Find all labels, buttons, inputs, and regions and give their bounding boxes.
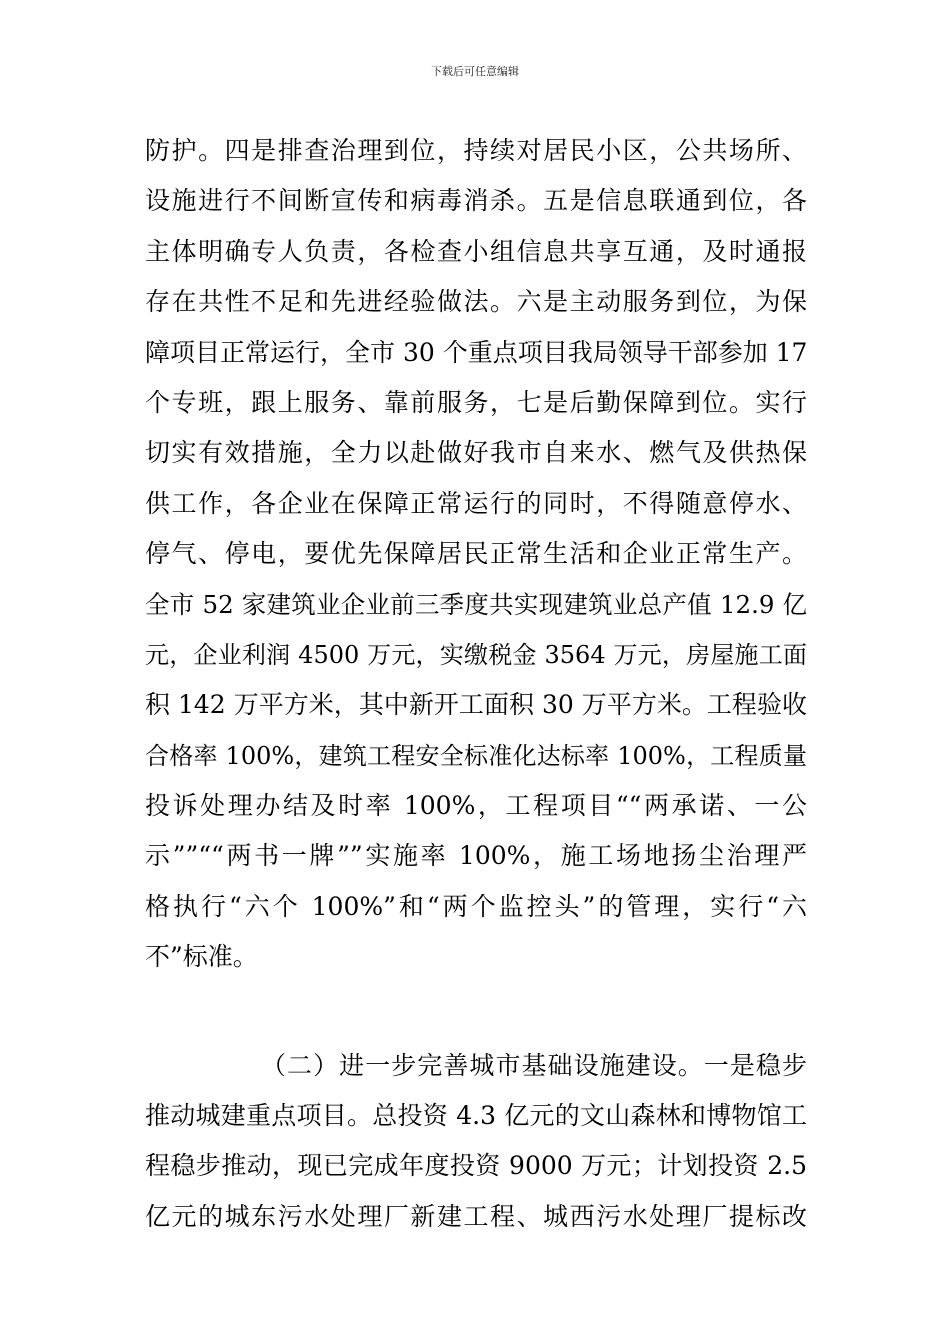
text-line: 投诉处理办结及时率 100%，工程项目““两承诺、一公: [145, 791, 807, 821]
text-line: 设施进行不间断宣传和病毒消杀。五是信息联通到位，各: [145, 186, 807, 216]
paragraph-epidemic-and-construction: [145, 126, 807, 983]
text-line: 亿元的城东污水处理厂新建工程、城西污水处理厂提标改: [145, 1201, 807, 1231]
text-line: 供工作，各企业在保障正常运行的同时，不得随意停水、: [145, 488, 807, 518]
text-line: 程稳步推动，现已完成年度投资 9000 万元；计划投资 2.5: [145, 1151, 807, 1181]
text-line: 积 142 万平方米，其中新开工面积 30 万平方米。工程验收: [145, 690, 807, 720]
text-line: 切实有效措施，全力以赴做好我市自来水、燃气及供热保: [145, 438, 807, 468]
text-line: 个专班，跟上服务、靠前服务，七是后勤保障到位。实行: [145, 387, 807, 417]
document-body: [145, 126, 807, 1242]
text-line: 防护。四是排查治理到位，持续对居民小区，公共场所、: [145, 136, 807, 165]
text-line: 存在共性不足和先进经验做法。六是主动服务到位，为保: [145, 287, 807, 317]
text-line: 障项目正常运行，全市 30 个重点项目我局领导干部参加 17: [145, 337, 808, 367]
text-line: 全市 52 家建筑业企业前三季度共实现建筑业总产值 12.9 亿: [145, 589, 807, 619]
text-line: 合格率 100%，建筑工程安全标准化达标率 100%，工程质量: [145, 741, 807, 770]
paragraph-gap: [145, 983, 807, 1041]
text-line: 主体明确专人负责，各检查小组信息共享互通，及时通报: [145, 236, 807, 266]
text-line: 格执行“六个 100%”和“两个监控头”的管理，实行“六: [145, 891, 807, 921]
text-line: 停气、停电，要优先保障居民正常生活和企业正常生产。: [145, 539, 807, 569]
page-header: 下载后可任意编辑: [431, 65, 519, 78]
paragraph-infrastructure: [145, 1041, 807, 1243]
text-line: 推动城建重点项目。总投资 4.3 亿元的文山森林和博物馆工: [145, 1101, 807, 1131]
text-line: 元，企业利润 4500 万元，实缴税金 3564 万元，房屋施工面: [145, 640, 807, 669]
section-heading-line: （二）进一步完善城市基础设施建设。一是稳步: [261, 1050, 807, 1080]
text-line: 示””““两书一牌””实施率 100%，施工场地扬尘治理严: [145, 841, 807, 871]
text-line: 不”标准。: [145, 942, 258, 972]
